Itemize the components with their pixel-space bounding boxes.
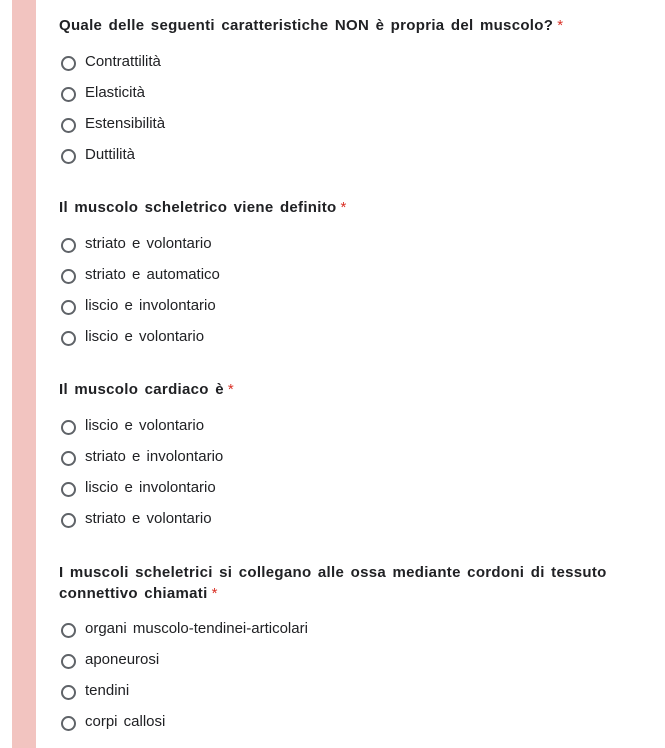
radio-option[interactable] [59, 412, 625, 443]
radio-option-label[interactable]: organi muscolo-tendinei-articolari [85, 620, 308, 637]
question-title: I muscoli scheletrici si collegano alle ossa mediante cordoni di tessuto connettivo chiamati * [59, 564, 607, 602]
radio-button[interactable] [61, 482, 76, 497]
radio-option[interactable] [59, 615, 625, 646]
radio-option-label[interactable]: striato e involontario [85, 448, 224, 465]
radio-button[interactable] [61, 685, 76, 700]
radio-option[interactable] [59, 292, 625, 323]
radio-button[interactable] [61, 149, 76, 164]
required-asterisk: * [211, 585, 218, 602]
required-asterisk: * [340, 199, 347, 216]
radio-button[interactable] [61, 654, 76, 669]
radio-button[interactable] [61, 238, 76, 253]
radio-button[interactable] [61, 623, 76, 638]
radio-button[interactable] [61, 56, 76, 71]
radio-option-label[interactable]: tendini [85, 682, 130, 699]
required-asterisk: * [227, 381, 234, 398]
radio-group [59, 615, 625, 739]
radio-group [59, 48, 625, 172]
radio-option-label[interactable]: liscio e volontario [85, 417, 205, 434]
radio-option[interactable] [59, 677, 625, 708]
radio-option-label[interactable]: striato e automatico [85, 266, 220, 283]
radio-button[interactable] [61, 716, 76, 731]
radio-button[interactable] [61, 269, 76, 284]
radio-option-label[interactable]: striato e volontario [85, 235, 212, 252]
question-2 [59, 197, 625, 354]
question-1 [59, 15, 625, 172]
radio-option[interactable] [59, 79, 625, 110]
radio-option[interactable] [59, 48, 625, 79]
radio-group [59, 230, 625, 354]
radio-group [59, 412, 625, 536]
radio-option[interactable] [59, 323, 625, 354]
radio-button[interactable] [61, 513, 76, 528]
radio-button[interactable] [61, 87, 76, 102]
question-3 [59, 379, 625, 536]
radio-button[interactable] [61, 300, 76, 315]
radio-option[interactable] [59, 230, 625, 261]
radio-option[interactable] [59, 646, 625, 677]
radio-option-label[interactable]: striato e volontario [85, 510, 212, 527]
radio-option-label[interactable]: aponeurosi [85, 651, 160, 668]
radio-option-label[interactable]: Contrattilità [85, 53, 161, 70]
radio-option[interactable] [59, 505, 625, 536]
radio-option-label[interactable]: liscio e volontario [85, 328, 205, 345]
radio-option-label[interactable]: corpi callosi [85, 713, 166, 730]
radio-option-label[interactable]: Duttilità [85, 146, 136, 163]
radio-option[interactable] [59, 141, 625, 172]
radio-button[interactable] [61, 331, 76, 346]
radio-option-label[interactable]: liscio e involontario [85, 297, 216, 314]
radio-button[interactable] [61, 420, 76, 435]
required-asterisk: * [557, 17, 564, 34]
radio-option-label[interactable]: Estensibilità [85, 115, 166, 132]
radio-option[interactable] [59, 474, 625, 505]
radio-option[interactable] [59, 110, 625, 141]
radio-button[interactable] [61, 118, 76, 133]
radio-option[interactable] [59, 443, 625, 474]
question-title: Il muscolo scheletrico viene definito * [59, 199, 347, 216]
question-4 [59, 562, 625, 739]
radio-option[interactable] [59, 261, 625, 292]
question-title: Il muscolo cardiaco è * [59, 381, 234, 398]
question-title: Quale delle seguenti caratteristiche NON è propria del muscolo? * [59, 17, 564, 34]
radio-option-label[interactable]: Elasticità [85, 84, 146, 101]
form-accent-bar [12, 0, 36, 748]
radio-option[interactable] [59, 708, 625, 739]
radio-button[interactable] [61, 451, 76, 466]
radio-option-label[interactable]: liscio e involontario [85, 479, 216, 496]
